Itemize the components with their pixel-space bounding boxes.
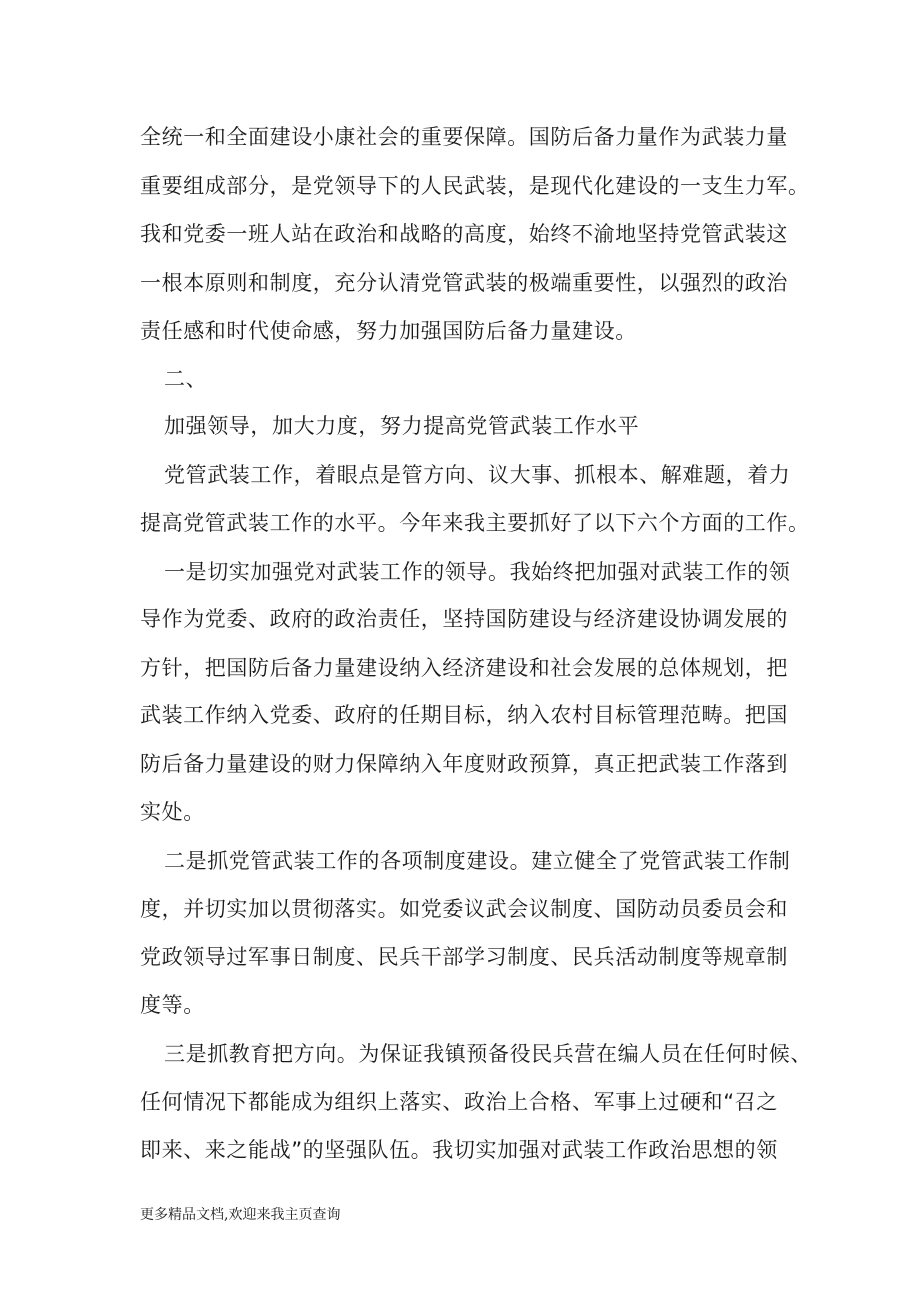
body-text-line: 党政领导过军事日制度、民兵干部学习制度、民兵活动制度等规章制 bbox=[140, 945, 788, 969]
body-text-line: 责任感和时代使命感，努力加强国防后备力量建设。 bbox=[140, 319, 637, 343]
body-text-line: 即来、来之能战”的坚强队伍。我切实加强对武装工作政治思想的领 bbox=[140, 1138, 778, 1162]
section-number: 二、 bbox=[164, 367, 208, 391]
body-text-line: 实处。 bbox=[140, 800, 205, 824]
footer-note: 更多精品文档,欢迎来我主页查询 bbox=[140, 1207, 341, 1223]
body-text-line: 方针，把国防后备力量建设纳入经济建设和社会发展的总体规划，把 bbox=[140, 656, 788, 680]
body-text-line: 二是抓党管武装工作的各项制度建设。建立健全了党管武装工作制 bbox=[164, 849, 791, 873]
body-text-line: 全统一和全面建设小康社会的重要保障。国防后备力量作为武装力量 bbox=[140, 125, 788, 149]
body-text-line: 度等。 bbox=[140, 993, 205, 1017]
body-text-line: 任何情况下都能成为组织上落实、政治上合格、军事上过硬和“召之 bbox=[140, 1090, 778, 1114]
body-text-line: 三是抓教育把方向。为保证我镇预备役民兵营在编人员在任何时候、 bbox=[164, 1042, 812, 1066]
body-text-line: 提高党管武装工作的水平。今年来我主要抓好了以下六个方面的工作。 bbox=[140, 511, 810, 535]
body-text-line: 导作为党委、政府的政治责任，坚持国防建设与经济建设协调发展的 bbox=[140, 607, 788, 631]
body-text-line: 度，并切实加以贯彻落实。如党委议武会议制度、国防动员委员会和 bbox=[140, 897, 788, 921]
body-text-line: 我和党委一班人站在政治和战略的高度，始终不渝地坚持党管武装这 bbox=[140, 222, 788, 246]
body-text-line: 防后备力量建设的财力保障纳入年度财政预算，真正把武装工作落到 bbox=[140, 752, 788, 776]
body-text-line: 武装工作纳入党委、政府的任期目标，纳入农村目标管理范畴。把国 bbox=[140, 703, 788, 727]
body-text-line: 一根本原则和制度，充分认清党管武装的极端重要性，以强烈的政治 bbox=[140, 271, 788, 295]
body-text-line: 重要组成部分，是党领导下的人民武装，是现代化建设的一支生力军。 bbox=[140, 174, 810, 198]
body-text-line: 党管武装工作，着眼点是管方向、议大事、抓根本、解难题，着力 bbox=[164, 463, 791, 487]
body-text-line: 一是切实加强党对武装工作的领导。我始终把加强对武装工作的领 bbox=[164, 560, 791, 584]
section-heading: 加强领导，加大力度，努力提高党管武装工作水平 bbox=[164, 414, 640, 438]
